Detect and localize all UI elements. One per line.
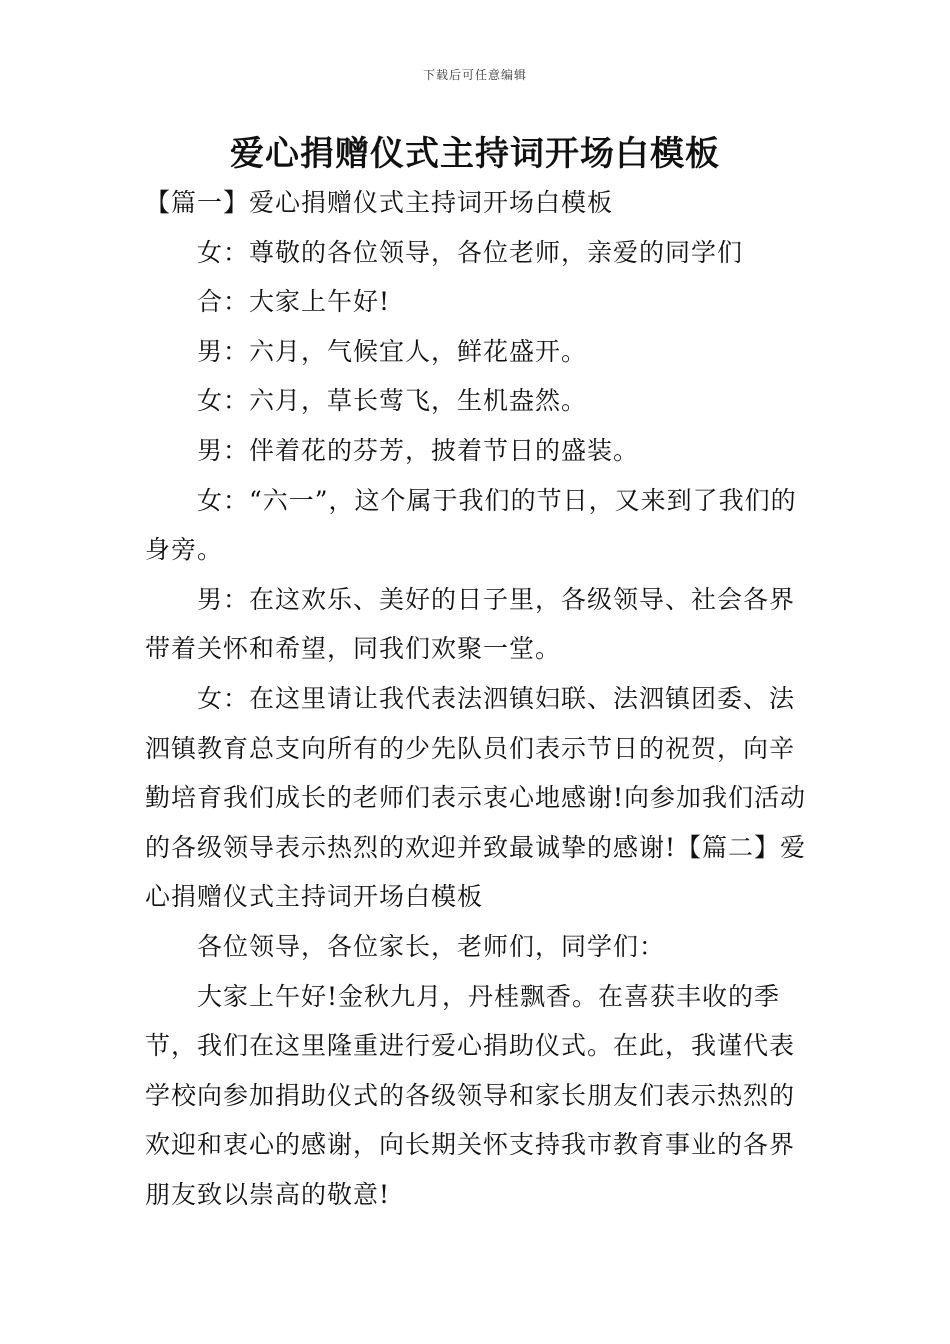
paragraph: 男：伴着花的芬芳，披着节日的盛装。 bbox=[197, 435, 640, 465]
paragraph: 男：在这欢乐、美好的日子里，各级领导、社会各界带着关怀和希望，同我们欢聚一堂。 bbox=[145, 584, 796, 664]
paragraph: 大家上午好!金秋九月，丹桂飘香。在喜获丰收的季节，我们在这里隆重进行爱心捐助仪式。在此，我谨代表学校向参加捐助仪式的各级领导和家长朋友们表示热烈的欢迎和衷心的感谢，向长期关怀支持我市教育事业的各界朋友致以崇高的敬意! bbox=[145, 981, 796, 1209]
paragraph: 女：尊敬的各位领导，各位老师，亲爱的同学们 bbox=[197, 237, 744, 267]
paragraph: 女：六月，草长莺飞，生机盎然。 bbox=[197, 386, 588, 416]
paragraph: 各位领导，各位家长，老师们，同学们： bbox=[197, 931, 666, 961]
paragraph: 合：大家上午好! bbox=[197, 287, 391, 317]
paragraph: 【篇一】爱心捐赠仪式主持词开场白模板 bbox=[145, 188, 614, 217]
document-title: 爱心捐赠仪式主持词开场白模板 bbox=[230, 134, 720, 174]
header-note: 下载后可任意编辑 bbox=[422, 68, 527, 82]
paragraph: 女：在这里请让我代表法泗镇妇联、法泗镇团委、法泗镇教育总支向所有的少先队员们表示节日的祝贺，向辛勤培育我们成长的老师们表示衷心地感谢!向参加我们活动的各级领导表示热烈的欢迎并致最诚挚的感谢!【篇二】爱心捐赠仪式主持词开场白模板 bbox=[145, 683, 807, 912]
paragraph: 女：“六一”，这个属于我们的节日，又来到了我们的身旁。 bbox=[145, 485, 797, 565]
document-body bbox=[145, 178, 810, 1219]
paragraph: 男：六月，气候宜人，鲜花盛开。 bbox=[197, 336, 588, 366]
